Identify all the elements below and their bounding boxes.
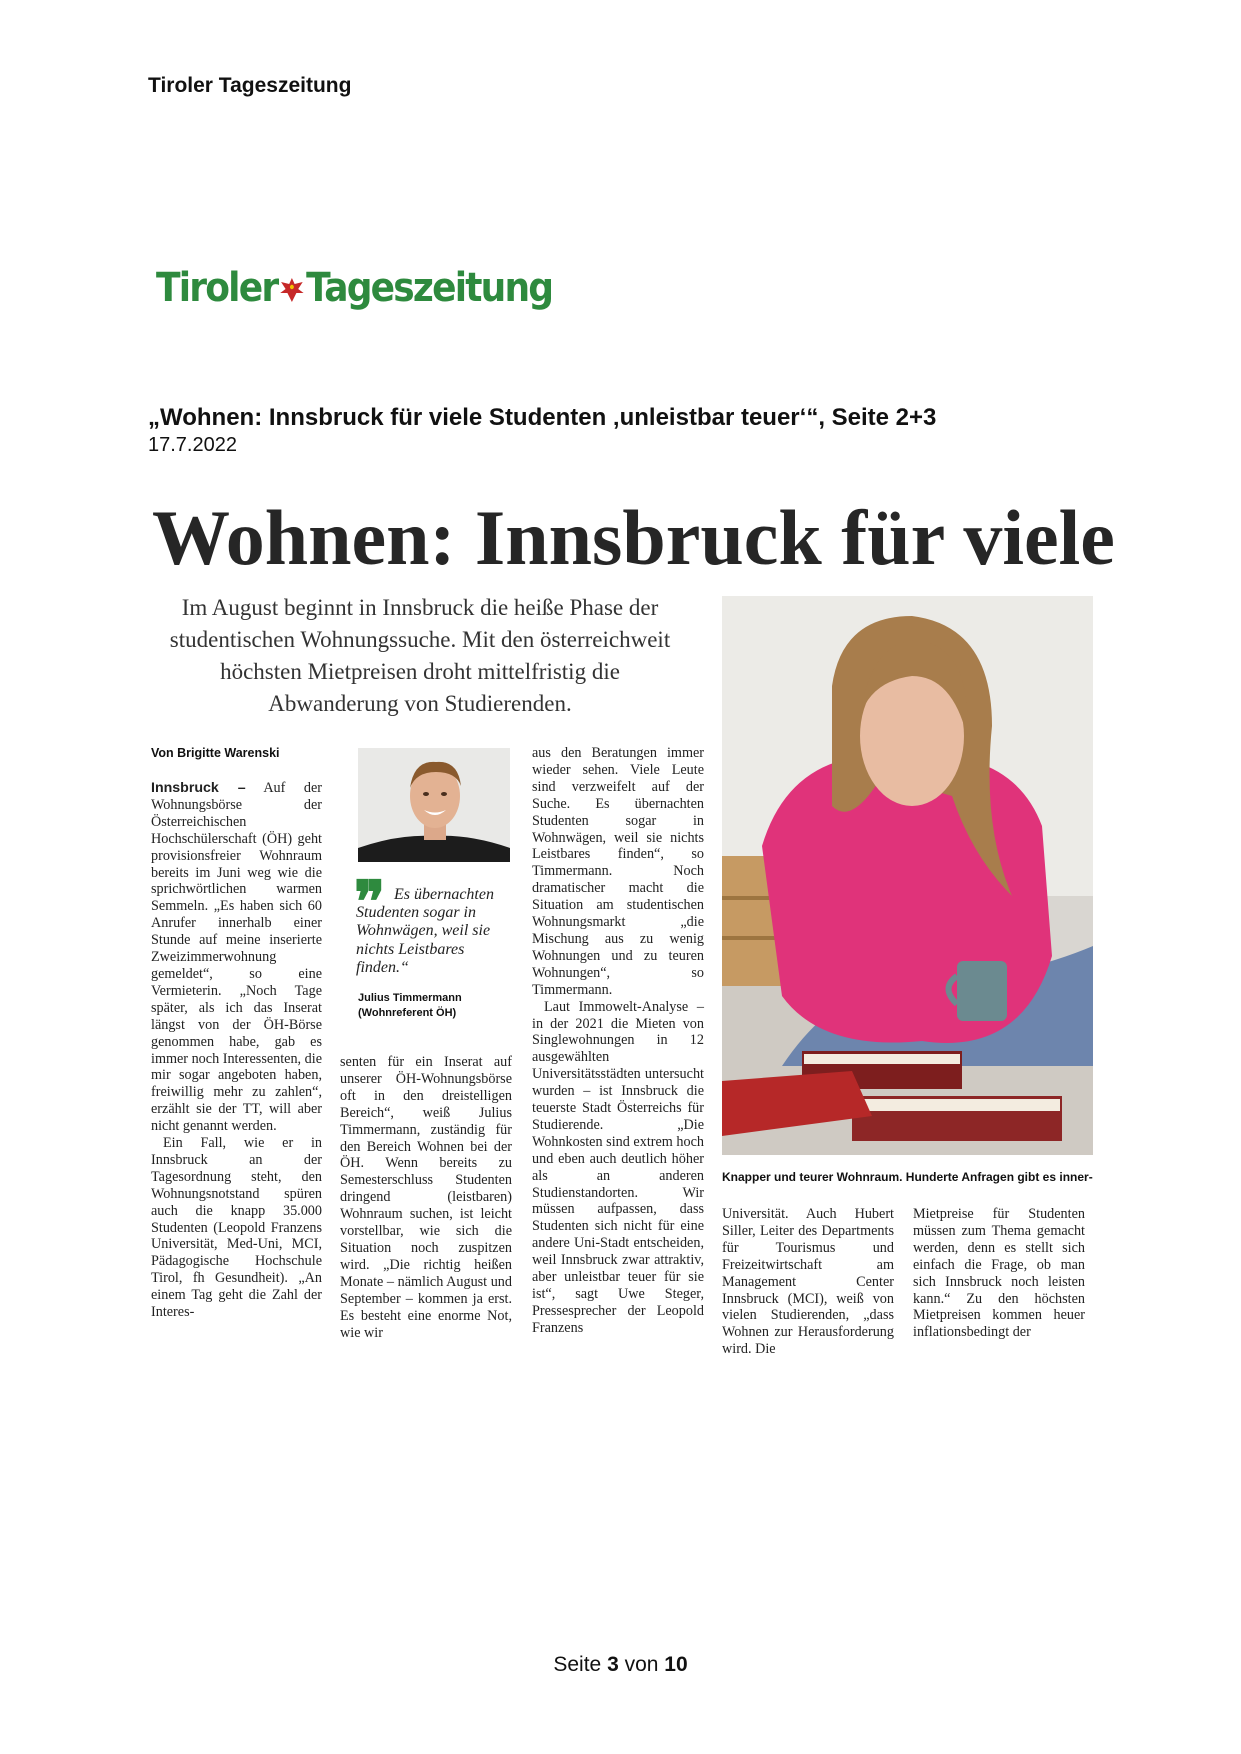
quote-icon: ❞ xyxy=(354,870,386,935)
document-header: Tiroler Tageszeitung xyxy=(148,74,352,97)
article-column-2 xyxy=(340,1054,512,1341)
newspaper-logo xyxy=(156,265,552,311)
current-page: 3 xyxy=(607,1653,619,1676)
photo-caption: Knapper und teurer Wohnraum. Hunderte Anfragen gibt es inner- xyxy=(722,1170,1093,1184)
article-column-1 xyxy=(151,780,322,1321)
article-headline: Wohnen: Innsbruck für viele xyxy=(152,494,1115,581)
column-text: Ein Fall, wie er in Innsbruck an der Tagesordnung steht, den Wohnungsnotstand spüren auch die knapp 35.000 Studenten (Leopold Franzens Universität, Med-Uni, MCI, Pädagogische Hochschule Tirol, fh Gesundheit). „An einem Tag geht die Zahl der Interes- xyxy=(151,1135,322,1321)
page-label: Seite xyxy=(553,1653,608,1676)
page-number xyxy=(0,1653,1241,1677)
column-text: senten für ein Inserat auf unserer ÖH-Wohnungsbörse oft in den dreistelligen Bereich“, weiß Julius Timmermann, zuständig für den Bereich Wohnen bei der ÖH. Wenn bereits zu Semesterschluss Studenten dringend (leistbaren) Wohnraum suchen, ist leicht vorstellbar, wie sich die Situation noch zuspitzen wird. „Die richtig heißen Monate – nämlich August und September – kommen ja erst. Es besteht eine enorme Not, wie wir xyxy=(340,1054,512,1341)
article-lead: Im August beginnt in Innsbruck die heiße Phase der studentischen Wohnungssuche. Mit den österreichweit höchsten Mietpreisen droht mittelfristig die Abwanderung von Studierenden. xyxy=(169,595,671,716)
clip-title: „Wohnen: Innsbruck für viele Studenten ‚unleistbar teuer‘“, Seite 2+3 xyxy=(148,404,937,431)
quote-author xyxy=(358,991,462,1021)
logo-text-left: Tiroler xyxy=(156,265,278,311)
pull-quote: Es übernachten Studenten sogar in Wohnwägen, weil sie nichts Leistbares finden.“ xyxy=(356,886,494,976)
column-text: aus den Beratungen immer wieder sehen. Viele Leute sind verzweifelt auf der Suche. Es übernachten Studenten sogar in Wohnwägen, weil sie nichts Leistbares finden“, so Timmermann. Noch dramatischer macht die Situation am studentischen Wohnungsmarkt „die Mischung aus zu wenig Wohnungen und zu teuren Wohnungen“, so Timmermann. xyxy=(532,745,704,998)
total-pages: 10 xyxy=(664,1653,688,1676)
dateline: Innsbruck – xyxy=(151,780,246,796)
tyrol-eagle-icon xyxy=(278,275,305,305)
student-photo xyxy=(722,596,1093,1155)
byline: Von Brigitte Warenski xyxy=(151,746,280,760)
article-column-4 xyxy=(722,1206,894,1358)
article-column-5 xyxy=(913,1206,1085,1341)
portrait-photo xyxy=(358,748,510,862)
page-of-label: von xyxy=(618,1653,665,1676)
quote-author-name: Julius Timmermann xyxy=(358,992,462,1004)
column-text: Auf der Wohnungsbörse der Österreichischen Hochschülerschaft (ÖH) geht provisionsfreier Wohnraum bereits im Juni weg wie die sprichwörtlichen warmen Semmeln. „Es haben sich 60 Anrufer innerhalb einer Stunde auf meine inserierte Zweizimmerwohnung gemeldet“, so eine Vermieterin. „Noch Tage später, als ich das Inserat längst von der ÖH-Börse genommen habe, gab es immer noch Interessenten, die mir sogar angeboten haben, freiwillig mehr zu zahlen“, erzählt sie der TT, will aber nicht genannt werden. xyxy=(151,780,322,1135)
column-text: Laut Immowelt-Analyse – in der 2021 die Mieten von Singlewohnungen in 12 ausgewählten Universitätsstädten untersucht wurden – ist Innsbruck die teuerste Stadt Österreichs für Studierende. „Die Wohnkosten sind extrem hoch und eben auch deutlich höher als an anderen Studienstandorten. Wir müssen aufpassen, dass Studenten sich nicht für eine andere Uni-Stadt entscheiden, weil Innsbruck zwar attraktiv, aber unleistbar teuer für sie ist“, sagt Uwe Steger, Pressesprecher der Leopold Franzens xyxy=(532,998,704,1336)
quote-author-role: (Wohnreferent ÖH) xyxy=(358,1007,457,1019)
clip-date: 17.7.2022 xyxy=(148,434,237,456)
logo-text-right: Tageszeitung xyxy=(306,265,553,311)
column-text: Universität. Auch Hubert Siller, Leiter des Departments für Tourismus und Freizeitwirtschaft am Management Center Innsbruck (MCI), weiß von vielen Studierenden, „dass Wohnen zur Herausforderung wird. Die xyxy=(722,1206,894,1358)
article-column-3 xyxy=(532,745,704,1337)
column-text: Mietpreise für Studenten müssen zum Thema gemacht werden, denn es stellt sich einfach die Frage, ob man sich Innsbruck noch leisten kann.“ Zu den höchsten Mietpreisen kommen heuer inflationsbedingt der xyxy=(913,1206,1085,1341)
